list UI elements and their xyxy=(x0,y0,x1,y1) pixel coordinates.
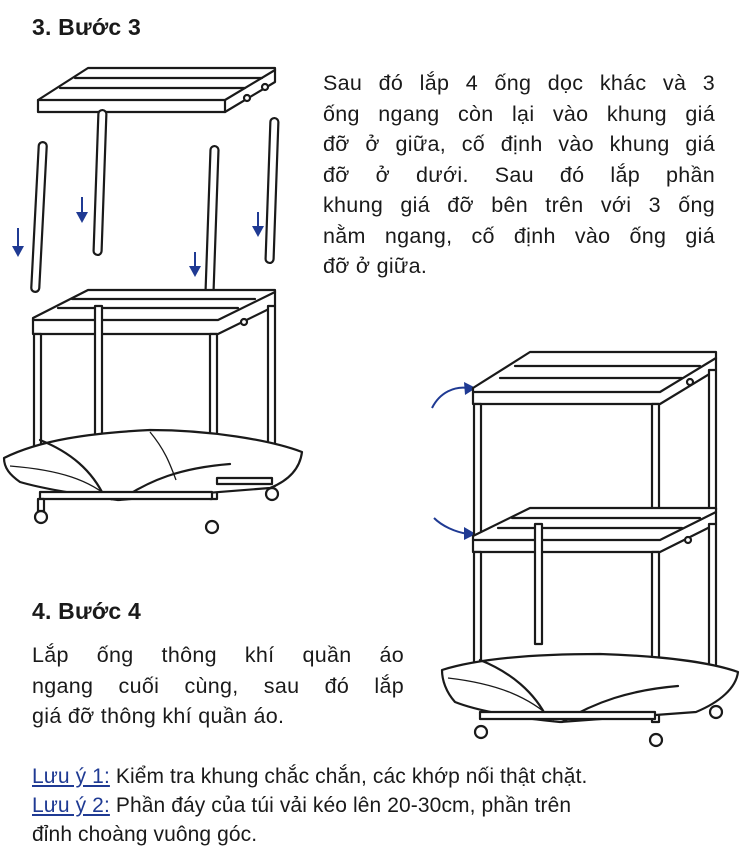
step3-line: khung giá đỡ bên trên với 3 ống xyxy=(323,193,715,217)
note-2-continuation: đỉnh choàng vuông góc. xyxy=(32,823,258,846)
down-arrows xyxy=(12,197,264,277)
step3-line: Sau đó lắp 4 ống dọc khác và 3 xyxy=(323,71,715,95)
note-2-text: Phần đáy của túi vải kéo lên 20-30cm, phần trên xyxy=(109,794,572,817)
step3-line: ống ngang còn lại vào khung giá xyxy=(323,101,715,126)
step4-instructions xyxy=(32,640,404,732)
step3-instructions xyxy=(323,68,715,282)
notes-section xyxy=(32,762,732,849)
step3-line: đỡ ở dưới. Sau đó lắp phần xyxy=(323,162,715,187)
step3-line: đỡ ở giữa, cố định vào khung giá xyxy=(323,132,715,156)
note-1 xyxy=(32,762,732,791)
note-1-label: Lưu ý 1: xyxy=(32,765,110,788)
note-2-label: Lưu ý 2: xyxy=(32,794,110,817)
step4-illustration xyxy=(420,340,740,740)
assembled-frame xyxy=(4,290,302,533)
note-1-text: Kiểm tra khung chắc chắn, các khớp nối thật chặt. xyxy=(109,765,588,788)
step4-line: ngang cuối cùng, sau đó lắp xyxy=(32,673,404,698)
loose-poles xyxy=(31,110,278,296)
step4-line: Lắp ống thông khí quần áo xyxy=(32,643,404,667)
step3-line: nằm ngang, cố định vào ống giá xyxy=(323,223,715,248)
step3-heading: 3. Bước 3 xyxy=(32,14,141,40)
step4-line: giá đỡ thông khí quần áo. xyxy=(32,704,285,728)
note-2 xyxy=(32,791,732,820)
step4-heading: 4. Bước 4 xyxy=(32,598,141,624)
side-arrows xyxy=(432,382,476,540)
step3-illustration xyxy=(0,60,300,600)
step3-line: đỡ ở giữa. xyxy=(323,254,428,278)
top-frame-part xyxy=(38,68,275,112)
